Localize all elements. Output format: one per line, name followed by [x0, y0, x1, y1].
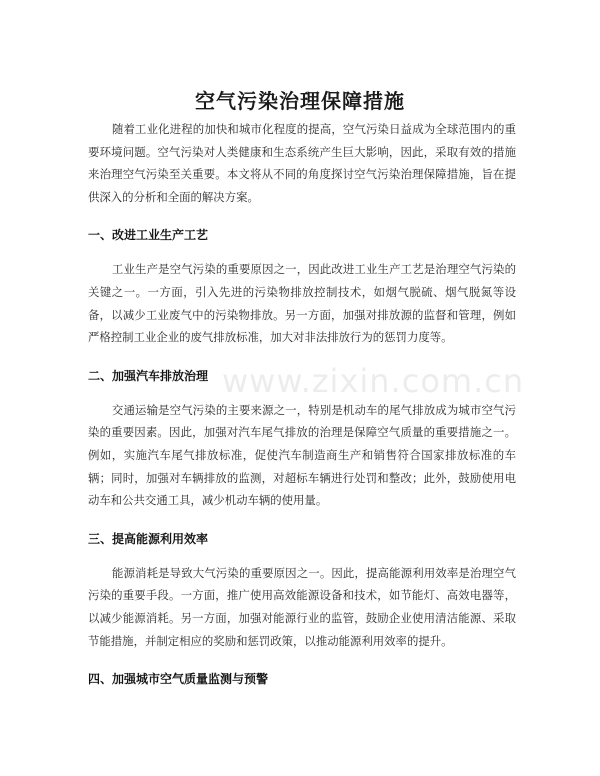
document-title: 空气污染治理保障措施: [195, 89, 405, 114]
section-heading-3: 三、提高能源利用效率: [88, 531, 209, 546]
section-body-3: 能源消耗是导致大气污染的重要原因之一。因此，提高能源利用效率是治理空气污染的重要手段。一方面，推广使用高效能源设备和技术，如节能灯、高效电器等，以减少能源消耗。另一方面，加强对能源行业的监管，鼓励企业使用清洁能源、采取节能措施，并制定相应的奖励和惩罚政策，以推动能源利用效率的提升。: [88, 565, 516, 648]
section-heading-1: 一、改进工业生产工艺: [88, 228, 209, 243]
section-body-1: 工业生产是空气污染的重要原因之一，因此改进工业生产工艺是治理空气污染的关键之一。一方面，引入先进的污染物排放控制技术，如烟气脱硫、烟气脱氮等设备，以减少工业废气中的污染物排放。另一方面，加强对排放源的监督和管理，例如严格控制工业企业的废气排放标准，加大对非法排放行为的惩罚力度等。: [88, 262, 516, 345]
document-body: [88, 118, 516, 690]
watermark: www.zixin.com.cn: [222, 362, 525, 400]
intro-paragraph: 随着工业化进程的加快和城市化程度的提高，空气污染日益成为全球范围内的重要环境问题。空气污染对人类健康和生态系统产生巨大影响，因此，采取有效的措施来治理空气污染至关重要。本文将从不同的角度探讨空气污染治理保障措施，旨在提供深入的分析和全面的解决方案。: [88, 122, 516, 204]
section-heading-4: 四、加强城市空气质量监测与预警: [88, 672, 269, 687]
section-heading-2: 二、加强汽车排放治理: [88, 368, 209, 383]
section-body-2: 交通运输是空气污染的主要来源之一，特别是机动车的尾气排放成为城市空气污染的重要因素。因此，加强对汽车尾气排放的治理是保障空气质量的重要措施之一。例如，实施汽车尾气排放标准，促使汽车制造商生产和销售符合国家排放标准的车辆；同时，加强对车辆排放的监测，对超标车辆进行处罚和整改；此外，鼓励使用电动车和公共交通工具，减少机动车辆的使用量。: [88, 402, 516, 508]
